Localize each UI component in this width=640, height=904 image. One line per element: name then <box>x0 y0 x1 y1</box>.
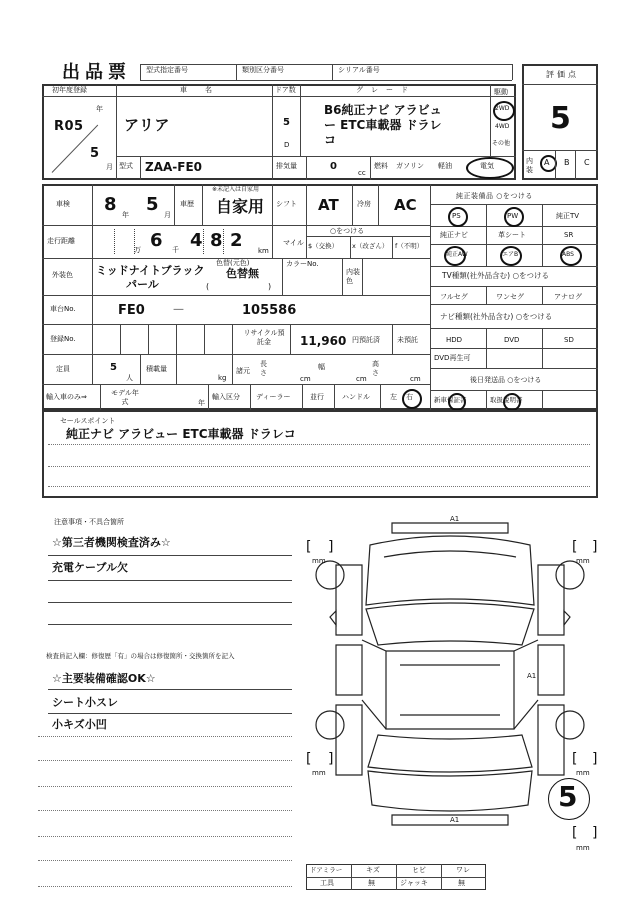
handle-right: 右 <box>406 393 413 401</box>
import-label: 輸入車のみ⇒ <box>46 393 87 401</box>
tv-title: TV種類(社外品含む) ○をつける <box>442 271 549 280</box>
inspection-label: 車検 <box>56 200 70 208</box>
interior-b: B <box>564 158 570 167</box>
inspector-label: 検査員記入欄：修復歴「有」の場合は修復箇所・交換箇所を記入 <box>46 652 235 660</box>
meter-label: マイル <box>283 239 304 247</box>
inspection-month: 5 <box>146 194 159 215</box>
mm-label-bottom: mm <box>576 844 590 852</box>
first-reg-year-unit: 年 <box>96 105 103 113</box>
history-label: 車歴 <box>180 200 194 208</box>
color-line-2: パール <box>126 278 159 291</box>
chassis-prefix: FE0 <box>118 303 145 318</box>
import-dealer: ディーラー <box>256 393 291 401</box>
model-label: 型式 <box>119 162 133 170</box>
meter-tampered: x（改ざん） <box>352 242 389 250</box>
tv-fullseg: フルセグ <box>440 293 468 301</box>
equip-ps: PS <box>452 212 461 220</box>
drive-4wd: 4WD <box>495 123 510 130</box>
inspector-line-1: ☆主要装備確認OK☆ <box>52 672 156 685</box>
doors-unit: D <box>284 141 290 149</box>
chassis-number: 105586 <box>242 303 297 318</box>
load-label: 積載量 <box>146 365 167 373</box>
width-unit: cm <box>356 375 367 383</box>
sales-text: 純正ナビ アラビュー ETC車載器 ドラレコ <box>66 427 296 441</box>
import-parallel: 並行 <box>310 393 324 401</box>
chassis-label: 車台No. <box>50 305 76 313</box>
legend-header-crack: ヒビ <box>412 866 426 874</box>
notes-label: 注意事項・不具合箇所 <box>54 518 124 526</box>
later-title: 後日発送品 ○をつける <box>470 376 542 384</box>
unit-man: 万 <box>134 246 141 254</box>
model-year-unit: 年 <box>198 399 205 407</box>
navi-dvd: DVD <box>504 336 520 344</box>
handle-label: ハンドル <box>342 393 370 401</box>
score-value: 5 <box>550 101 571 136</box>
later-warranty: 新車保証書 <box>434 396 467 404</box>
capacity-unit: 人 <box>126 374 133 382</box>
notes-line-2: 充電ケーブル欠 <box>52 561 129 574</box>
grade-line-1: B6純正ナビ アラビュ <box>324 103 442 117</box>
first-reg-era: R05 <box>54 119 84 134</box>
car-name-label: 車名 <box>180 86 230 94</box>
damage-mark-front: A1 <box>450 515 460 523</box>
equip-aw: 純正AW <box>446 251 468 258</box>
ac-label: 冷房 <box>357 200 371 208</box>
equip-sr: SR <box>564 231 574 239</box>
mileage-digit-1: 6 <box>150 230 163 251</box>
car-name-value: アリア <box>124 116 170 134</box>
later-manual: 取扱説明書 <box>490 396 523 404</box>
capacity-value: 5 <box>110 362 117 373</box>
legend-tools-value: 無 <box>368 879 375 887</box>
capacity-label: 定員 <box>56 365 70 373</box>
mileage-label: 走行距離 <box>47 237 75 245</box>
legend-header-scratch: キズ <box>366 866 380 874</box>
interior-color-label: 内装色 <box>346 268 360 285</box>
mileage-digit-3: 8 <box>210 230 223 251</box>
equip-leather: 革シート <box>498 231 526 239</box>
inspection-month-unit: 月 <box>164 211 171 219</box>
legend-jack-value: 無 <box>458 879 465 887</box>
fuel-label: 燃料 <box>374 162 388 170</box>
length-unit: cm <box>300 375 311 383</box>
color-no-label: カラーNo. <box>286 260 319 268</box>
legend-header-mirror: ドアミラー <box>310 866 343 874</box>
inspector-line-2: シート小スレ <box>52 696 118 709</box>
score-label: 評価点 <box>546 70 579 79</box>
color-label: 外装色 <box>52 271 73 279</box>
navi-sd: SD <box>564 336 574 344</box>
height-label: 高さ <box>372 360 379 377</box>
registration-label: 登録No. <box>50 335 76 343</box>
repaint-label: 色替(元色) <box>216 259 250 267</box>
interior-a: A <box>544 158 550 167</box>
displacement-value: 0 <box>330 161 337 172</box>
displacement-unit: cc <box>358 169 366 177</box>
first-reg-month-unit: 月 <box>106 163 113 171</box>
mileage-digit-2: 4 <box>190 230 203 251</box>
recycle-label: リサイクル預託金 <box>243 329 285 346</box>
legend-tools: 工具 <box>320 879 334 887</box>
mm-label-br: mm <box>576 769 590 777</box>
equip-tv: 純正TV <box>556 212 580 220</box>
mm-label-tr: mm <box>576 557 590 565</box>
doors-label: ドア数 <box>275 86 296 94</box>
dvd-playback: DVD再生可 <box>434 354 471 362</box>
fuel-diesel: 軽油 <box>438 162 452 170</box>
length-label: 長さ <box>260 360 267 377</box>
chassis-dash: － <box>172 303 186 318</box>
ac-value: AC <box>394 196 417 214</box>
shift-label: シフト <box>276 200 297 208</box>
mileage-digit-4: 2 <box>230 230 243 251</box>
meter-unknown: f（不明） <box>395 242 424 250</box>
legend-jack: ジャッキ <box>400 879 428 887</box>
model-year-label: モデル年式 <box>111 389 139 406</box>
navi-title: ナビ種類(社外品含む) ○をつける <box>440 312 553 321</box>
fuel-gasoline: ガソリン <box>396 162 424 170</box>
grade-line-2: ー ETC車載器 ドラレ <box>324 118 442 132</box>
serial-label: シリアル番号 <box>338 66 380 74</box>
legend-header-break: ワレ <box>456 866 470 874</box>
shift-value: AT <box>318 196 339 214</box>
fuel-electric: 電気 <box>480 162 494 170</box>
repaint-value: 色替無 <box>226 267 259 280</box>
sales-label: セールスポイント <box>60 417 116 425</box>
first-reg-label: 初年度登録 <box>52 86 87 94</box>
recycle-amount: 11,960 <box>300 334 347 348</box>
equip-abs: ABS <box>562 251 574 258</box>
equip-airbag: エアB <box>502 251 519 258</box>
color-line-1: ミッドナイトブラック <box>96 264 205 277</box>
navi-hdd: HDD <box>446 336 463 344</box>
notes-line-1: ☆第三者機関検査済み☆ <box>52 536 171 549</box>
doors-value: 5 <box>283 117 290 128</box>
inspection-year-unit: 年 <box>122 211 129 219</box>
model-value: ZAA-FE0 <box>145 160 202 174</box>
recycle-not: 未預託 <box>397 336 418 344</box>
meter-instruction: ○をつける <box>330 227 365 235</box>
unit-sen: 千 <box>172 246 179 254</box>
inspector-line-3: 小キズ小凹 <box>52 718 107 731</box>
drive-other: その他 <box>492 140 511 147</box>
diagram-score: 5 <box>558 780 578 813</box>
height-unit: cm <box>410 375 421 383</box>
mm-label-tl: mm <box>312 557 326 565</box>
equipment-title: 純正装備品 ○をつける <box>456 192 533 200</box>
load-unit: kg <box>218 374 227 382</box>
first-reg-month: 5 <box>90 146 100 161</box>
class-code-label: 類別区分番号 <box>242 66 284 74</box>
damage-mark-rear: A1 <box>450 816 460 824</box>
interior-c: C <box>584 158 590 167</box>
dimensions-label: 諸元 <box>236 367 250 375</box>
handle-left: 左 <box>390 393 397 401</box>
tv-oneseg: ワンセグ <box>496 293 524 301</box>
drive-label: 駆動 <box>494 88 508 96</box>
history-value: 自家用 <box>216 197 265 216</box>
page-title: 出品票 <box>62 62 131 83</box>
tv-analog: アナログ <box>554 293 582 301</box>
mm-label-bl: mm <box>312 769 326 777</box>
inspection-year: 8 <box>104 194 117 215</box>
meter-exchange: $（交換） <box>308 242 339 250</box>
recycle-deposited: 円預託済 <box>352 336 380 344</box>
unit-km: km <box>258 247 269 255</box>
grade-label: グレード <box>356 86 416 94</box>
equip-navi: 純正ナビ <box>440 231 468 239</box>
import-type-label: 輸入区分 <box>212 393 240 401</box>
grade-line-3: コ <box>324 133 337 147</box>
interior-label: 内装 <box>526 157 533 174</box>
model-code-label: 型式指定番号 <box>146 66 188 74</box>
displacement-label: 排気量 <box>276 162 297 170</box>
drive-2wd: 2WD <box>495 105 510 112</box>
width-label: 幅 <box>318 363 325 371</box>
equip-pw: PW <box>507 212 519 220</box>
history-note: ※未記入は自家用 <box>212 186 260 193</box>
damage-mark-side: A1 <box>527 672 537 680</box>
